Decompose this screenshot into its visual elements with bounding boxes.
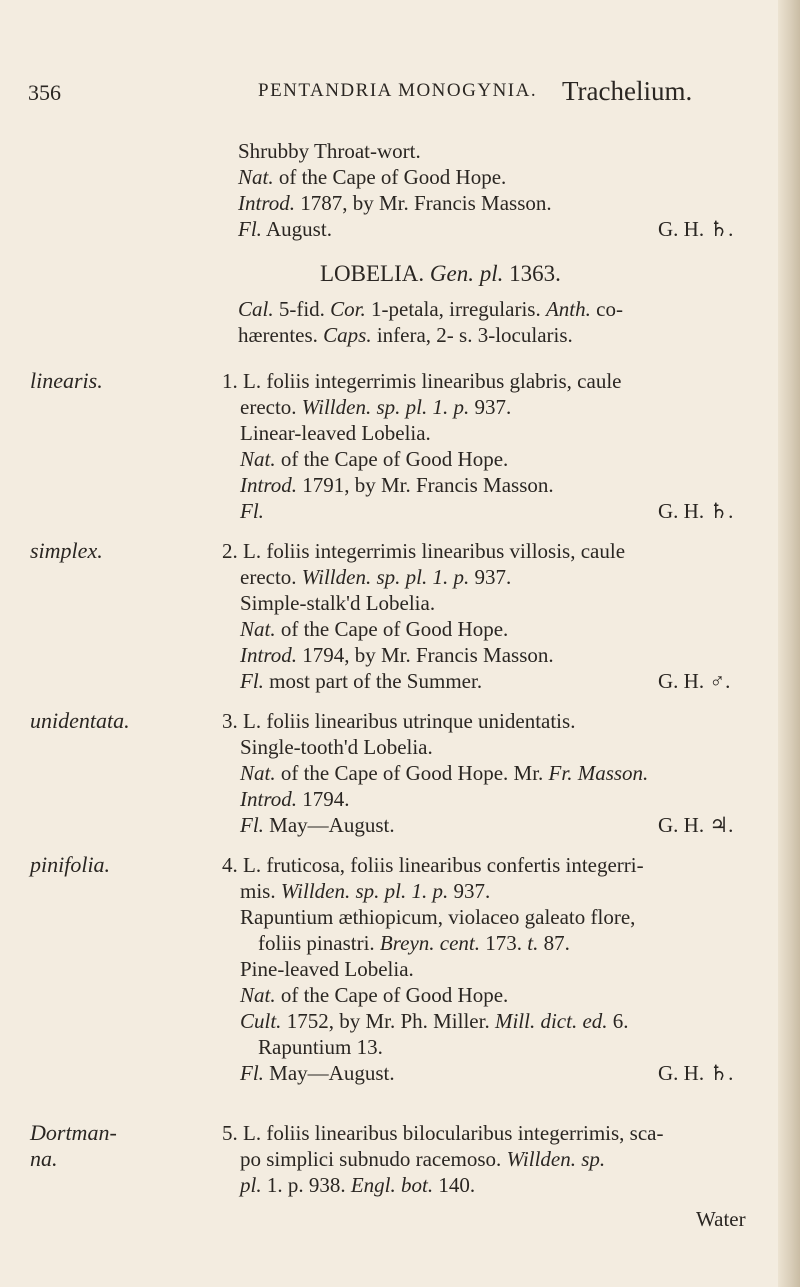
genus-heading: LOBELIA. Gen. pl. 1363.: [320, 261, 561, 286]
reference-line: erecto. Willden. sp. pl. 1. p. 937.: [240, 395, 512, 419]
species-epithet: linearis.: [30, 368, 103, 393]
culture-symbol: G. H. ♄.: [658, 1061, 734, 1085]
page-number: 356: [28, 80, 61, 105]
common-name: Pine-leaved Lobelia.: [240, 957, 414, 981]
diagnosis-line: po simplici subnudo racemoso. Willden. sp.: [240, 1147, 606, 1171]
diagnosis-line: 3. L. foliis linearibus utrinque unidentatis.: [222, 709, 576, 733]
flowering-line: Fl. May—August. G. H. ♃.: [240, 813, 734, 837]
synonym-reference-line: Rapuntium 13.: [258, 1035, 383, 1059]
reference-line: erecto. Willden. sp. pl. 1. p. 937.: [240, 565, 512, 589]
cultivated-line: Cult. 1752, by Mr. Ph. Miller. Mill. dict. ed. 6.: [240, 1009, 629, 1033]
common-name: Shrubby Throat-wort.: [238, 139, 421, 163]
native-line: Nat. of the Cape of Good Hope.: [240, 983, 509, 1007]
reference-line: pl. 1. p. 938. Engl. bot. 140.: [240, 1173, 476, 1197]
native-line: Nat. of the Cape of Good Hope.: [238, 165, 507, 189]
species-epithet: simplex.: [30, 538, 103, 563]
page-edge: [778, 0, 800, 1287]
reference-line: mis. Willden. sp. pl. 1. p. 937.: [240, 879, 491, 903]
introduced-line: Introd. 1794.: [240, 787, 350, 811]
genus-character-2: hærentes. Caps. infera, 2- s. 3-locularis.: [238, 323, 573, 347]
flowering-line: Fl. G. H. ♄.: [240, 499, 734, 523]
introduced-line: Introd. 1787, by Mr. Francis Masson.: [238, 191, 552, 215]
introduced-line: Introd. 1791, by Mr. Francis Masson.: [240, 473, 554, 497]
genus-character-1: Cal. 5-fid. Cor. 1-petala, irregularis. Anth. co-: [238, 297, 623, 321]
species-epithet: Dortman- na.: [30, 1120, 117, 1171]
diagnosis-line: 5. L. foliis linearibus bilocularibus integerrimis, sca-: [222, 1121, 664, 1145]
synonym-reference-line: foliis pinastri. Breyn. cent. 173. t. 87.: [258, 931, 570, 955]
diagnosis-line: 1. L. foliis integerrimis linearibus glabris, caule: [222, 369, 622, 393]
diagnosis-line: 2. L. foliis integerrimis linearibus villosis, caule: [222, 539, 626, 563]
culture-symbol: G. H. ♄.: [658, 499, 734, 523]
section-title: PENTANDRIA MONOGYNIA.: [258, 80, 538, 101]
common-name: Simple-stalk'd Lobelia.: [240, 591, 436, 615]
common-name: Single-tooth'd Lobelia.: [240, 735, 433, 759]
flowering-line: Fl. May—August. G. H. ♄.: [240, 1061, 734, 1085]
trachelium-entry-end: [238, 138, 778, 242]
native-line: Nat. of the Cape of Good Hope. Mr. Fr. Masson.: [240, 761, 649, 785]
culture-symbol: G. H. ♃.: [658, 813, 734, 837]
flowering-line: Fl. most part of the Summer. G. H. ♂.: [240, 669, 731, 693]
running-genus: Trachelium.: [562, 76, 693, 106]
native-line: Nat. of the Cape of Good Hope.: [240, 617, 509, 641]
species-epithet: unidentata.: [30, 708, 130, 733]
flowering-line: Fl. August. G. H. ♄.: [238, 217, 734, 241]
genus-lobelia: [238, 258, 778, 348]
common-name: Linear-leaved Lobelia.: [240, 421, 431, 445]
synonym-line: Rapuntium æthiopicum, violaceo galeato flore,: [240, 905, 636, 929]
culture-symbol: G. H. ♄.: [658, 217, 734, 241]
catchword: Water: [696, 1207, 746, 1231]
introduced-line: Introd. 1794, by Mr. Francis Masson.: [240, 643, 554, 667]
diagnosis-line: 4. L. fruticosa, foliis linearibus confertis integerri-: [222, 853, 644, 877]
culture-symbol: G. H. ♂.: [658, 669, 731, 693]
native-line: Nat. of the Cape of Good Hope.: [240, 447, 509, 471]
running-header: [0, 76, 800, 120]
species-epithet: pinifolia.: [30, 852, 111, 877]
